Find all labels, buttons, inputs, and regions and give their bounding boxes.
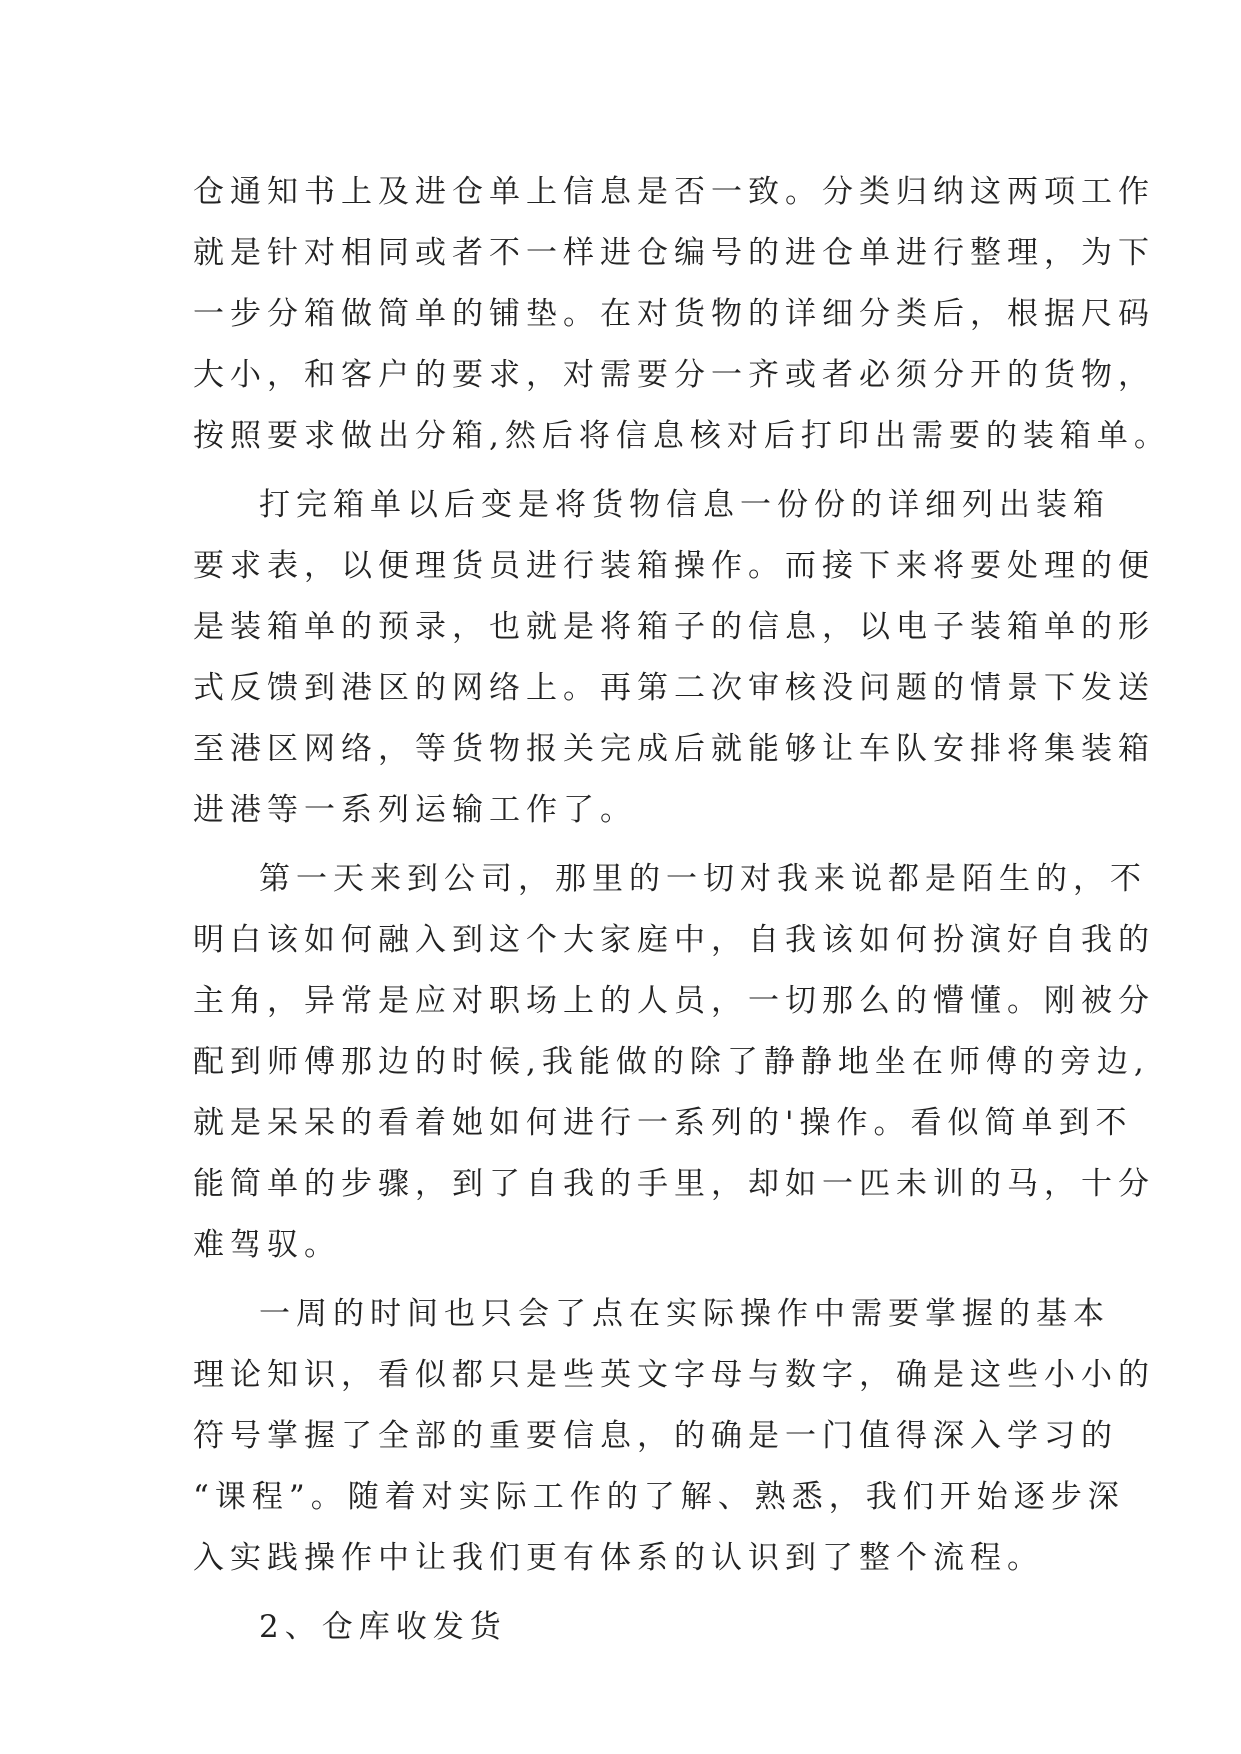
- text-line: 一周的时间也只会了点在实际操作中需要掌握的基本: [259, 1296, 1110, 1332]
- text-line: 第一天来到公司，那里的一切对我来说都是陌生的，不: [259, 861, 1147, 897]
- paragraph-gap: [193, 467, 1053, 475]
- section-heading: [193, 1597, 1053, 1658]
- text-line: 主角，异常是应对职场上的人员，一切那么的懵懂。刚被分: [193, 983, 1155, 1019]
- text-line: 打完箱单以后变是将货物信息一份份的详细列出装箱: [259, 487, 1110, 523]
- text-line: 入实践操作中让我们更有体系的认识到了整个流程。: [193, 1540, 1044, 1576]
- text-line: 就是针对相同或者不一样进仓编号的进仓单进行整理，为下: [193, 235, 1155, 271]
- paragraph: [193, 1284, 1155, 1589]
- paragraph-gap: [193, 841, 1053, 849]
- text-line: 明白该如何融入到这个大家庭中，自我该如何扮演好自我的: [193, 922, 1155, 958]
- text-line: 配到师傅那边的时候,我能做的除了静静地坐在师傅的旁边,: [193, 1044, 1150, 1080]
- text-line: 能简单的步骤，到了自我的手里，却如一匹未训的马，十分: [193, 1166, 1155, 1202]
- text-line: 按照要求做出分箱,然后将信息核对后打印出需要的装箱单。: [193, 418, 1171, 454]
- text-line: 符号掌握了全部的重要信息，的确是一门值得深入学习的: [193, 1418, 1118, 1454]
- paragraph: [193, 475, 1155, 841]
- text-line: 是装箱单的预录，也就是将箱子的信息，以电子装箱单的形: [193, 609, 1155, 645]
- text-line: 一步分箱做简单的铺垫。在对货物的详细分类后，根据尺码: [193, 296, 1155, 332]
- paragraph-gap: [193, 1589, 1053, 1597]
- text-line: 至港区网络，等货物报关完成后就能够让车队安排将集装箱: [193, 731, 1155, 767]
- text-line: “课程”。随着对实际工作的了解、熟悉，我们开始逐步深: [193, 1479, 1125, 1515]
- text-line: 就是呆呆的看着她如何进行一系列的'操作。看似简单到不: [193, 1105, 1133, 1141]
- body-text: [193, 162, 1171, 1658]
- text-line: 仓通知书上及进仓单上信息是否一致。分类归纳这两项工作: [193, 174, 1155, 210]
- text-line: 2、仓库收发货: [259, 1609, 507, 1645]
- paragraph-gap: [193, 1276, 1053, 1284]
- text-line: 难驾驭。: [193, 1227, 341, 1263]
- paragraph: [193, 162, 1171, 467]
- text-line: 理论知识，看似都只是些英文字母与数字，确是这些小小的: [193, 1357, 1155, 1393]
- text-line: 式反馈到港区的网络上。再第二次审核没问题的情景下发送: [193, 670, 1155, 706]
- paragraph: [193, 849, 1155, 1276]
- text-line: 要求表，以便理货员进行装箱操作。而接下来将要处理的便: [193, 548, 1155, 584]
- text-line: 进港等一系列运输工作了。: [193, 792, 637, 828]
- text-line: 大小，和客户的要求，对需要分一齐或者必须分开的货物，: [193, 357, 1155, 393]
